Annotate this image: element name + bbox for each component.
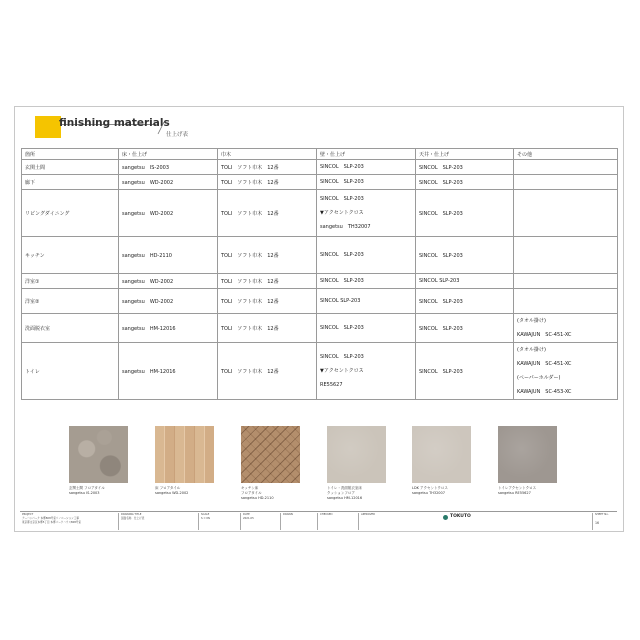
title-block-cell: [240, 513, 281, 530]
title-block-cell: [198, 513, 241, 530]
table-cell-wall: [317, 314, 416, 343]
table-cell-floor: sangetsu WD-2002: [119, 289, 218, 314]
table-cell-ceiling: SINCOL SLP-203: [416, 190, 514, 237]
column-header: 壁・仕上げ: [317, 149, 416, 160]
column-header: 天井・仕上げ: [416, 149, 514, 160]
table-cell-baseboard: TOLI ソフト巾木 12番: [218, 343, 317, 400]
table-cell-ceiling: SINCOL SLP-203: [416, 314, 514, 343]
table-cell-place: 玄関土間: [22, 160, 119, 175]
cell-line: SINCOL SLP-203: [320, 252, 364, 258]
swatch-caption-line: sangetsu RE55627: [498, 491, 531, 495]
table-cell-baseboard: TOLI ソフト巾木 12番: [218, 289, 317, 314]
title-block-line: DATE: [243, 513, 250, 516]
swatch-caption: [498, 486, 536, 496]
table-cell-baseboard: TOLI ソフト巾木 12番: [218, 175, 317, 190]
title-block-line: CHECKED: [320, 513, 333, 516]
table-cell-floor: sangetsu WD-2002: [119, 274, 218, 289]
title-slash-mark: [156, 121, 166, 135]
title-block-cell: [317, 513, 359, 530]
swatch-caption: [155, 486, 188, 496]
table-row: [22, 160, 618, 175]
table-cell-wall: [317, 274, 416, 289]
table-row: [22, 274, 618, 289]
table-cell-floor: sangetsu HM-12016: [119, 343, 218, 400]
table-cell-ceiling: SINCOL SLP-203: [416, 274, 514, 289]
swatch-caption-line: トイレ・洗面脱衣室床: [327, 486, 362, 490]
table-cell-ceiling: SINCOL SLP-203: [416, 175, 514, 190]
title-block-line: 図面名称 仕上げ表: [121, 517, 145, 520]
title-block-line: DRAWN: [283, 513, 293, 516]
swatch-caption-line: sangetsu HD-2110: [241, 496, 274, 500]
column-header: 箇所: [22, 149, 119, 160]
table-cell-floor: sangetsu WD-2002: [119, 175, 218, 190]
sheet-number-cell: [592, 513, 617, 530]
table-row: [22, 237, 618, 274]
table-cell-place: トイレ: [22, 343, 119, 400]
sheet-number-label: SHEET No.: [595, 513, 609, 516]
title-block-cell: [20, 513, 118, 530]
swatch-caption: [327, 486, 362, 501]
table-cell-ceiling: SINCOL SLP-203: [416, 237, 514, 274]
material-swatch: [498, 426, 557, 483]
title-block-line: DRAWING TITLE: [121, 513, 142, 516]
swatch-caption-line: フロアタイル: [241, 491, 262, 495]
column-header: 巾木: [218, 149, 317, 160]
cell-line: KAWAJUN SC-451-XC: [517, 332, 572, 338]
title-block-line: SCALE: [201, 513, 210, 516]
table-cell-other: [514, 190, 618, 237]
finishing-table: [21, 148, 618, 400]
title-block-cell: [358, 513, 441, 530]
table-row: [22, 175, 618, 190]
swatch-caption-line: sangetsu IS-2003: [69, 491, 100, 495]
table-cell-baseboard: TOLI ソフト巾木 12番: [218, 160, 317, 175]
title-block-line: APPROVED: [361, 513, 376, 516]
table-cell-wall: [317, 175, 416, 190]
cell-line: ▼アクセントクロス: [320, 210, 364, 216]
table-cell-place: 洗面脱衣室: [22, 314, 119, 343]
table-cell-ceiling: SINCOL SLP-203: [416, 160, 514, 175]
table-row: [22, 190, 618, 237]
table-cell-wall: [317, 237, 416, 274]
title-block-line: アーバンパーク 本郷808号室リノベーション工事: [22, 517, 79, 520]
cell-line: SINCOL SLP-203: [320, 298, 361, 304]
swatch-caption-line: sangetsu HM-12016: [327, 496, 363, 500]
table-cell-floor: sangetsu IS-2003: [119, 160, 218, 175]
cell-line: KAWAJUN SC-451-XC: [517, 361, 572, 367]
swatch-caption-line: sangetsu TH32007: [412, 491, 445, 495]
material-swatch: [412, 426, 471, 483]
table-cell-wall: [317, 160, 416, 175]
table-cell-wall: [317, 343, 416, 400]
table-cell-wall: [317, 190, 416, 237]
cell-line: sangetsu TH32007: [320, 224, 371, 230]
title-block-line: 東京都文京区本郷5丁目 本郷パークハウス808号室: [22, 521, 82, 524]
table-cell-floor: sangetsu HD-2110: [119, 237, 218, 274]
table-cell-place: リビングダイニング: [22, 190, 119, 237]
swatch-caption: [241, 486, 274, 501]
page-subtitle: 仕上げ表: [166, 132, 189, 138]
cell-line: RE55627: [320, 382, 343, 388]
table-cell-baseboard: TOLI ソフト巾木 12番: [218, 274, 317, 289]
table-cell-other: [514, 289, 618, 314]
swatch-caption: [69, 486, 105, 496]
table-cell-baseboard: TOLI ソフト巾木 12番: [218, 237, 317, 274]
title-block-line: PROJECT: [22, 513, 34, 516]
swatch-caption-line: クッションフロア: [327, 491, 355, 495]
title-block-line: S = NS: [201, 517, 211, 520]
table-cell-ceiling: SINCOL SLP-203: [416, 289, 514, 314]
table-cell-other: [514, 274, 618, 289]
cell-line: ▼アクセントクロス: [320, 368, 364, 374]
table-cell-baseboard: TOLI ソフト巾木 12番: [218, 190, 317, 237]
table-cell-other: [514, 175, 618, 190]
swatch-caption-line: LDK アクセントクロス: [412, 486, 448, 490]
swatch-caption: [412, 486, 448, 496]
table-cell-wall: [317, 289, 416, 314]
swatch-caption-line: 玄関土間 フロアタイル: [69, 486, 105, 490]
swatch-caption-line: キッチン床: [241, 486, 259, 490]
title-block: [20, 511, 617, 531]
title-block-line: 2021.05: [243, 517, 254, 520]
title-accent-block: [35, 116, 61, 138]
material-swatch: [69, 426, 128, 483]
swatch-caption-line: sangetsu WD-2002: [155, 491, 189, 495]
company-logo: TOKUTO: [450, 514, 471, 519]
page-title: finishing materials: [59, 117, 170, 129]
cell-line: KAWAJUN SC-453-XC: [517, 389, 572, 395]
table-row: [22, 314, 618, 343]
cell-line: (ペーパーホルダー): [517, 375, 561, 381]
table-cell-place: 洋室①: [22, 274, 119, 289]
table-row: [22, 343, 618, 400]
swatch-caption-line: トイレアクセントクロス: [498, 486, 537, 490]
table-cell-place: 廊下: [22, 175, 119, 190]
sheet-number: 16: [595, 521, 600, 525]
table-cell-other: [514, 237, 618, 274]
column-header: 床・仕上げ: [119, 149, 218, 160]
cell-line: SINCOL SLP-203: [320, 354, 364, 360]
cell-line: SINCOL SLP-203: [320, 164, 364, 170]
material-swatch: [327, 426, 386, 483]
cell-line: (タオル掛け): [517, 347, 546, 353]
table-cell-baseboard: TOLI ソフト巾木 12番: [218, 314, 317, 343]
swatch-caption-line: 床 フロアタイル: [155, 486, 181, 490]
material-swatch: [241, 426, 300, 483]
title-block-cell: [118, 513, 199, 530]
table-cell-other: [514, 314, 618, 343]
table-row: [22, 289, 618, 314]
table-cell-place: 洋室②: [22, 289, 119, 314]
cell-line: SINCOL SLP-203: [320, 179, 364, 185]
company-logo-icon: [443, 515, 448, 520]
table-cell-other: [514, 160, 618, 175]
table-cell-place: キッチン: [22, 237, 119, 274]
cell-line: SINCOL SLP-203: [320, 325, 364, 331]
material-swatch: [155, 426, 214, 483]
table-cell-ceiling: SINCOL SLP-203: [416, 343, 514, 400]
column-header: その他: [514, 149, 618, 160]
table-cell-floor: sangetsu HM-12016: [119, 314, 218, 343]
cell-line: SINCOL SLP-203: [320, 196, 364, 202]
cell-line: (タオル掛け): [517, 318, 546, 324]
table-cell-floor: sangetsu WD-2002: [119, 190, 218, 237]
cell-line: SINCOL SLP-203: [320, 278, 364, 284]
title-block-cell: [280, 513, 318, 530]
table-cell-other: [514, 343, 618, 400]
table-header-row: [22, 149, 618, 160]
